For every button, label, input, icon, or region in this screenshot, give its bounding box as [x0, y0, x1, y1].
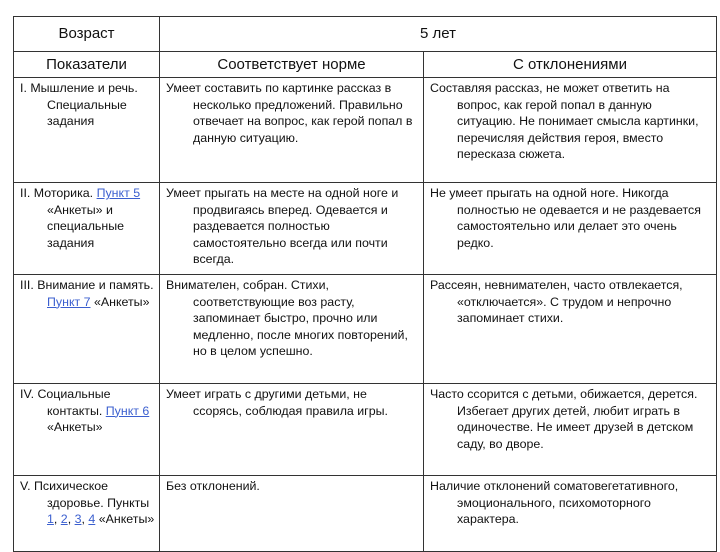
norm-label: Соответствует норме	[217, 55, 366, 73]
norm-header	[160, 52, 424, 78]
indicators-header	[14, 52, 160, 78]
header-row-columns	[14, 52, 717, 78]
table-row	[14, 275, 717, 384]
age-value-cell	[160, 17, 717, 52]
header-row-age	[14, 17, 717, 52]
anketa-item-link-3[interactable]: 3	[74, 512, 82, 526]
deviation-cell	[424, 183, 717, 275]
norm-cell	[160, 476, 424, 552]
indicator-cell	[14, 384, 160, 476]
norm-text: Умеет играть с другими детьми, не ссорясь, соблюдая правила игры.	[166, 387, 388, 418]
norm-text: Умеет составить по картинке рассказ в несколько предложений. Правильно отвечает на вопрос, как герой попал в данную ситуацию.	[166, 81, 413, 145]
anketa-item-link[interactable]: Пункт 7	[47, 294, 91, 309]
age-label-cell	[14, 17, 160, 52]
indicator-cell	[14, 183, 160, 275]
indicator-text-tail: «Анкеты»	[47, 420, 103, 434]
deviation-label: С отклонениями	[513, 55, 627, 73]
anketa-item-link[interactable]: Пункт 6	[105, 403, 150, 418]
deviation-text: Наличие отклонений соматовегетативного, эмоционального, психомоторного характера.	[430, 479, 679, 526]
deviation-header	[424, 52, 717, 78]
indicators-label: Показатели	[46, 55, 127, 73]
deviation-text: Часто ссорится с детьми, обижается, дерется. Избегает других детей, любит играть в одиночестве. Не имеет друзей в детском саду, во дворе.	[430, 387, 698, 451]
norm-cell	[160, 78, 424, 183]
norm-cell	[160, 275, 424, 384]
norms-table	[13, 16, 717, 552]
table-row	[14, 183, 717, 275]
norm-text: Внимателен, собран. Стихи, соответствующие воз расту, запоминает быстро, прочно или медленно, после многих повторений, но в целом успешно.	[166, 278, 408, 358]
indicator-text: I. Мышление и речь. Специальные задания	[20, 81, 138, 128]
age-value: 5 лет	[420, 25, 456, 42]
anketa-item-link-4[interactable]: 4	[88, 512, 96, 526]
indicator-cell	[14, 78, 160, 183]
anketa-item-link-1[interactable]: 1	[47, 512, 54, 526]
indicator-text-tail: «Анкеты»	[98, 512, 155, 526]
anketa-item-link[interactable]: Пункт 5	[96, 186, 141, 200]
indicator-text: III. Внимание и память.	[20, 278, 154, 292]
table-row	[14, 78, 717, 183]
indicator-cell	[14, 275, 160, 384]
indicator-text-tail: «Анкеты»	[93, 294, 150, 309]
norm-cell	[160, 183, 424, 275]
deviation-cell	[424, 275, 717, 384]
norm-cell	[160, 384, 424, 476]
indicator-cell: V. Психическое здоровье. Пункты 1, 2, 3, 4 «Анкеты»	[14, 476, 160, 552]
indicator-text: II. Моторика.	[20, 186, 94, 200]
indicator-text: V. Психическое здоровье. Пункты	[20, 479, 150, 510]
anketa-item-link-2[interactable]: 2	[60, 512, 68, 526]
deviation-cell	[424, 78, 717, 183]
deviation-text: Рассеян, невнимателен, часто отвлекается, «отключается». С трудом и непрочно запоминает стихи.	[430, 278, 683, 325]
deviation-text: Составляя рассказ, не может ответить на вопрос, как герой попал в данную ситуацию. Не понимает смысла картинки, перечисляя действия героя, вместо пересказа сюжета.	[430, 81, 699, 161]
deviation-cell	[424, 476, 717, 552]
norm-text: Без отклонений.	[166, 479, 260, 493]
table-row	[14, 476, 717, 552]
norm-text: Умеет прыгать на месте на одной ноге и продвигаясь вперед. Одевается и раздевается полностью самостоятельно всегда или почти всегда.	[166, 186, 399, 266]
indicator-text-tail: «Анкеты» и специальные задания	[47, 202, 125, 250]
table-row	[14, 384, 717, 476]
indicator-text: IV. Социальные контакты.	[20, 387, 111, 418]
deviation-cell	[424, 384, 717, 476]
deviation-text: Не умеет прыгать на одной ноге. Никогда полностью не одевается и не раздевается самостоятельно или делает это очень редко.	[430, 186, 701, 250]
age-label: Возраст	[58, 25, 115, 42]
